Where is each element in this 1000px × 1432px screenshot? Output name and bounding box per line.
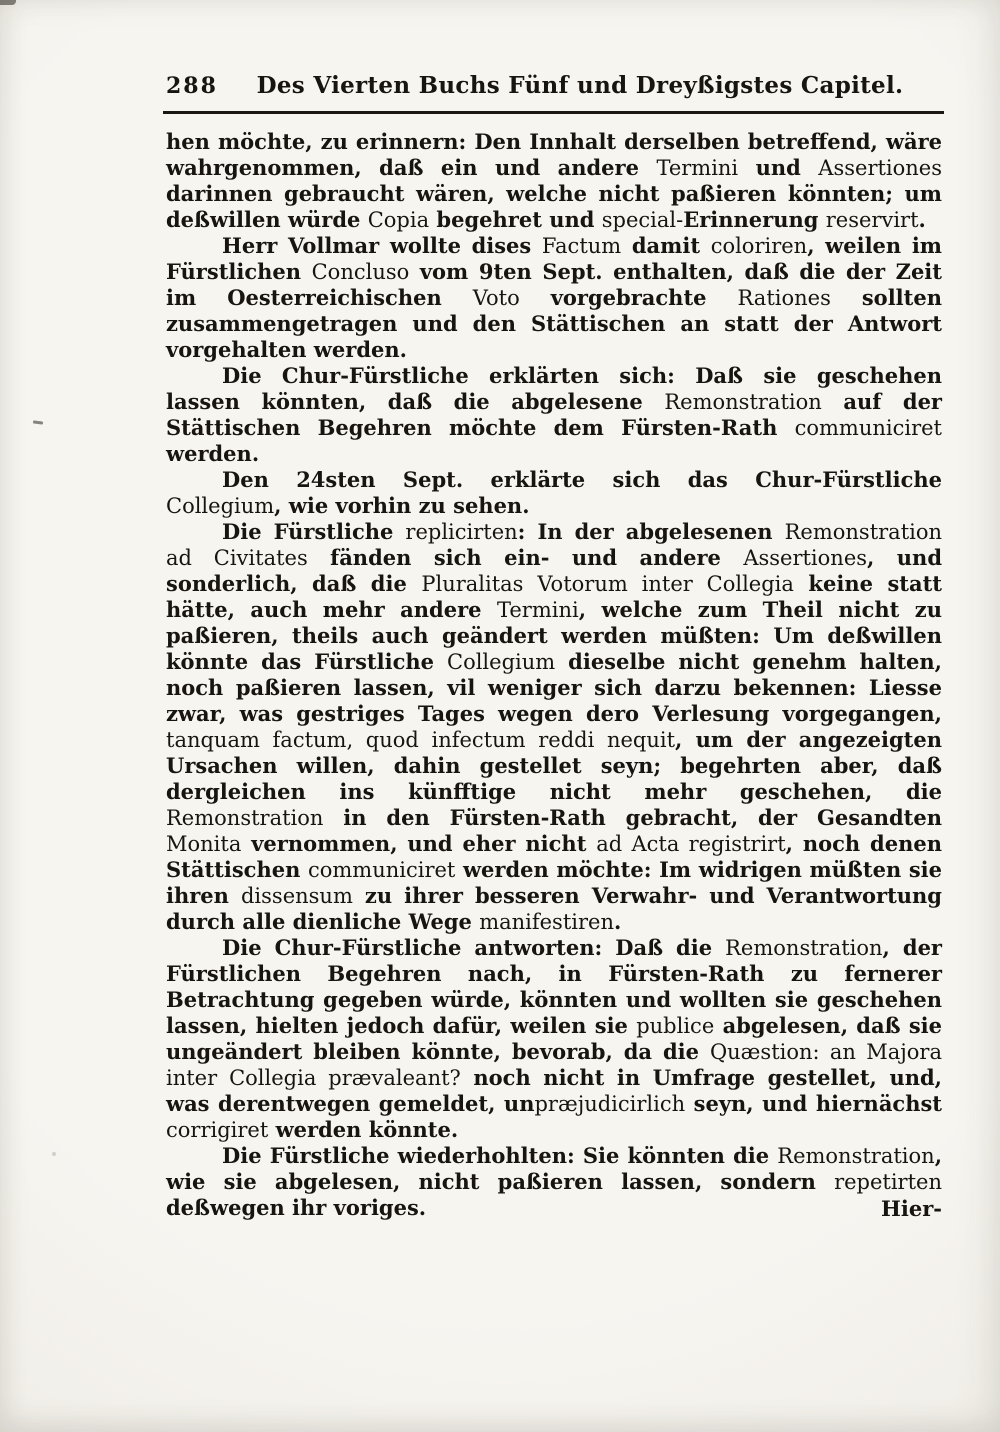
latin-text-run: tanquam factum, quod infectum reddi nequit <box>166 728 676 752</box>
latin-text-run: Remonstration <box>166 806 324 830</box>
fraktur-text-run: seyn, und hiernächst <box>685 1091 942 1116</box>
fraktur-text-run: : In der abgelesenen <box>517 519 785 544</box>
fraktur-text-run: vernommen, und eher nicht <box>241 831 597 856</box>
fraktur-text-run: Die Fürstliche <box>222 519 406 544</box>
fraktur-text-run: deßwegen ihr voriges. <box>166 1195 427 1220</box>
fraktur-text-run: , wie sie abgelesen, nicht paßieren lassen, sondern <box>166 1143 942 1194</box>
latin-text-run: communiciret <box>794 416 942 440</box>
fraktur-text-run: Erinnerung <box>683 207 826 232</box>
latin-text-run: special- <box>601 208 684 232</box>
fraktur-text-run: werden möchte: Im widrigen müßten sie ihren <box>166 857 942 908</box>
paragraph <box>166 467 942 519</box>
fraktur-text-run: sollten zusammengetragen und den Stättischen an statt der Antwort vorgehalten werden. <box>166 285 942 362</box>
latin-text-run: ad Acta registrirt <box>596 832 786 856</box>
latin-text-run: Remonstration <box>777 1144 935 1168</box>
fraktur-text-run: werden könnte. <box>268 1117 459 1142</box>
latin-text-run: repetirten <box>834 1170 942 1194</box>
latin-text-run: Remonstration <box>664 390 822 414</box>
latin-text-run: Voto <box>472 286 520 310</box>
fraktur-text-run: Die Chur-Fürstliche antworten: Daß die <box>222 935 726 960</box>
fraktur-text-run: , welche zum Theil nicht zu paßieren, theils auch geändert werden müßten: Um deßwillen könnte das Fürstliche <box>166 597 942 674</box>
fraktur-text-run: hen möchte, zu erinnern: Den Innhalt derselben betreffend, wäre wahrgenommen, daß ein und andere <box>166 129 942 180</box>
fraktur-text-run: abgelesen, daß sie ungeändert bleiben könnte, bevorab, da die <box>166 1013 943 1064</box>
fraktur-text-run: fänden sich ein- und andere <box>307 545 744 570</box>
latin-text-run: præjudicirlich <box>534 1092 686 1116</box>
fraktur-text-run: auf der Stättischen Begehren möchte dem Fürsten-Rath <box>166 389 943 440</box>
fraktur-text-run: in den Fürsten-Rath gebracht, der Gesandten <box>323 805 942 830</box>
latin-text-run: Termini <box>496 598 579 622</box>
latin-text-run: replicirten <box>405 520 518 544</box>
page-header <box>166 72 942 99</box>
scan-speck <box>52 1152 56 1156</box>
latin-text-run: Concluso <box>311 260 410 284</box>
fraktur-text-run: noch nicht in Umfrage gestellet, und, was derentwegen gemeldet, un <box>166 1065 942 1116</box>
paragraph <box>166 935 942 1143</box>
paragraph <box>166 233 942 363</box>
fraktur-text-run: , der Fürstlichen Begehren nach, in Fürsten-Rath zu fernerer Betrachtung gegeben würde, könnten und wollten sie geschehen lassen, hielten jedoch dafür, weilen sie <box>166 935 943 1038</box>
latin-text-run: coloriren <box>710 234 808 258</box>
fraktur-text-run: dieselbe nicht genehm halten, noch paßieren lassen, vil weniger sich darzu bekennen: Liesse zwar, was gestriges Tages wegen dero Verlesung vorgegangen, <box>166 649 942 726</box>
latin-text-run: Rationes <box>737 286 831 310</box>
scan-speck <box>33 420 43 424</box>
latin-text-run: Collegium <box>166 494 275 518</box>
text-block <box>166 129 942 1221</box>
fraktur-text-run: und <box>738 155 819 180</box>
running-title: Des Vierten Buchs Fünf und Dreyßigstes Capitel. <box>256 72 904 99</box>
header-rule <box>163 111 944 114</box>
fraktur-text-run: keine statt hätte, auch mehr andere <box>166 571 942 622</box>
fraktur-text-run: vorgebrachte <box>519 285 738 310</box>
fraktur-text-run: , noch denen Stättischen <box>166 831 942 882</box>
latin-text-run: dissensum <box>240 884 353 908</box>
latin-text-run: Collegium <box>447 650 556 674</box>
fraktur-text-run: Herr Vollmar wollte dises <box>222 233 542 258</box>
catchword: Hier- <box>881 1196 942 1221</box>
latin-text-run: Monita <box>166 832 242 856</box>
paragraph <box>166 363 942 467</box>
fraktur-text-run: Den 24sten Sept. erklärte sich das Chur-Fürstliche <box>222 467 942 492</box>
fraktur-text-run: Die Chur-Fürstliche erklärten sich: Daß sie geschehen lassen könnten, daß die abgelesene <box>166 363 942 414</box>
fraktur-text-run: , wie vorhin zu sehen. <box>274 493 530 518</box>
page-number: 288 <box>166 73 218 99</box>
latin-text-run: publice <box>636 1014 715 1038</box>
paragraph <box>166 519 942 935</box>
latin-text-run: Assertiones <box>743 546 868 570</box>
fraktur-text-run: . <box>918 207 926 232</box>
latin-text-run: Copia <box>367 208 430 232</box>
fraktur-text-run: darinnen gebraucht wären, welche nicht paßieren könnten; um deßwillen würde <box>166 181 942 232</box>
latin-text-run: communiciret <box>307 858 456 882</box>
fraktur-text-run: begehret und <box>429 207 602 232</box>
latin-text-run: Factum <box>541 234 622 258</box>
fraktur-text-run: zu ihrer besseren Verwahr- und Verantwortung durch alle dienliche Wege <box>166 883 942 934</box>
fraktur-text-run: Die Fürstliche wiederhohlten: Sie könnten die <box>222 1143 778 1168</box>
latin-text-run: corrigiret <box>166 1118 269 1142</box>
latin-text-run: Remonstration ad Civitates <box>166 520 943 570</box>
scan-speck <box>0 0 16 5</box>
fraktur-text-run: , weilen im Fürstlichen <box>166 233 943 284</box>
latin-text-run: Assertiones <box>818 156 943 180</box>
fraktur-text-run: . <box>614 909 622 934</box>
latin-text-run: Quæstion: an Majora inter Collegia prævaleant? <box>166 1040 942 1090</box>
fraktur-text-run: werden. <box>166 441 260 466</box>
paragraph <box>166 129 942 233</box>
fraktur-text-run: vom 9ten Sept. enthalten, daß die der Zeit im Oesterreichischen <box>166 259 942 310</box>
latin-text-run: reservirt <box>825 208 919 232</box>
fraktur-text-run: damit <box>621 233 711 258</box>
latin-text-run: manifestiren <box>479 910 614 934</box>
latin-text-run: Pluralitas Votorum inter Collegia <box>421 572 794 596</box>
latin-text-run: Remonstration <box>725 936 883 960</box>
latin-text-run: Termini <box>656 156 739 180</box>
fraktur-text-run: , um der angezeigten Ursachen willen, dahin gestellet seyn; begehrten aber, daß dergleichen ins künfftige nicht mehr geschehen, die <box>166 727 942 804</box>
fraktur-text-run: , und sonderlich, daß die <box>166 545 942 596</box>
